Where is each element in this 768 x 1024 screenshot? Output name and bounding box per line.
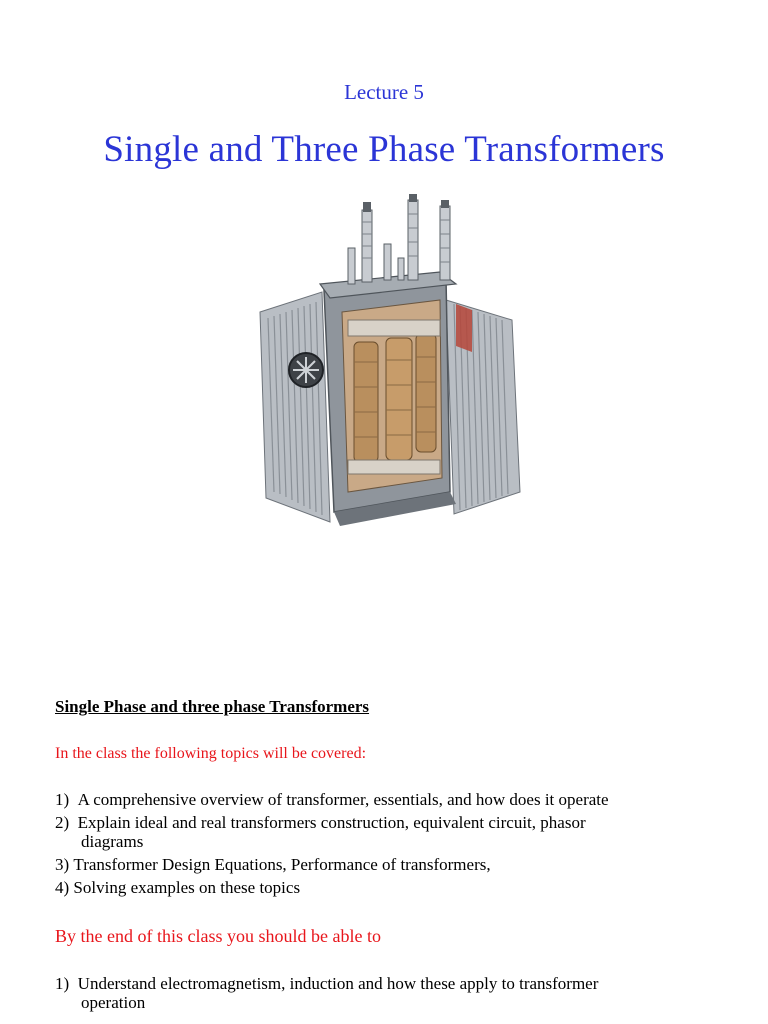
item-text: Transformer Design Equations, Performance of transformers, — [73, 855, 491, 874]
page-title: Single and Three Phase Transformers — [103, 129, 665, 170]
item-continuation: operation — [81, 993, 146, 1012]
topics-intro: In the class the following topics will be covered: — [55, 745, 367, 762]
item-text: A comprehensive overview of transformer, essentials, and how does it operate — [77, 790, 609, 809]
list-item — [55, 813, 735, 851]
item-number: 1) — [55, 790, 78, 809]
bushings — [348, 194, 450, 284]
item-number: 2) — [55, 813, 78, 832]
list-item — [55, 974, 735, 1012]
item-continuation: diagrams — [81, 832, 144, 851]
transformer-tank — [320, 272, 456, 526]
item-text: Understand electromagnetism, induction and how these apply to transformer — [77, 974, 599, 993]
item-text: Explain ideal and real transformers construction, equivalent circuit, phasor — [77, 813, 586, 832]
item-text: Solving examples on these topics — [73, 878, 301, 897]
outcomes-list — [55, 974, 735, 1012]
right-radiator — [446, 300, 520, 514]
item-number: 3) — [55, 855, 74, 874]
item-number: 4) — [55, 878, 74, 897]
lecture-label: Lecture 5 — [344, 80, 424, 104]
item-number: 1) — [55, 974, 78, 993]
left-radiator — [260, 292, 330, 522]
outcomes-intro: By the end of this class you should be able to — [55, 926, 381, 946]
list-item — [55, 855, 735, 874]
section-heading: Single Phase and three phase Transformers — [55, 697, 370, 716]
list-item — [55, 878, 735, 897]
list-item — [55, 790, 735, 809]
transformer-illustration — [250, 192, 536, 528]
topics-list — [55, 790, 735, 901]
